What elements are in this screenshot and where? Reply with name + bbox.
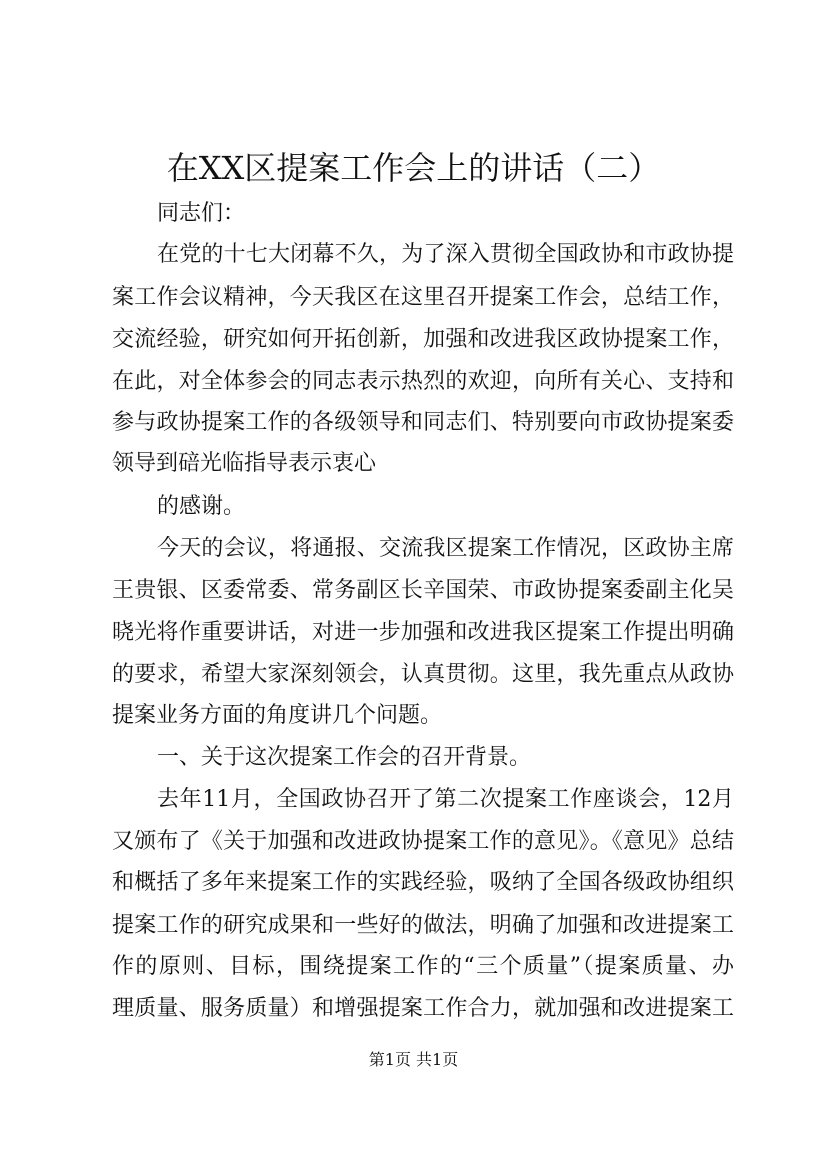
section-heading: 一、关于这次提案工作会的召开背景。 (157, 745, 532, 770)
paragraph-line: 和概括了多年来提案工作的实践经验，吸纳了全国各级政协组织 (112, 870, 734, 895)
paragraph-line: 在党的十七大闭幕不久，为了深入贯彻全国政协和市政协提 (157, 242, 734, 267)
paragraph-line: 案工作会议精神，今天我区在这里召开提案工作会，总结工作， (112, 285, 734, 310)
paragraph-line: 领导到碚光临指导表示衷心 (112, 451, 377, 476)
paragraph-line: 晓光将作重要讲话，对进一步加强和改进我区提案工作提出明确 (112, 620, 734, 645)
paragraph-line: 交流经验，研究如何开拓创新，加强和改进我区政协提案工作， (112, 327, 734, 352)
paragraph-line: 的要求，希望大家深刻领会，认真贯彻。这里，我先重点从政协 (112, 662, 734, 687)
paragraph-line: 理质量、服务质量）和增强提案工作合力，就加强和改进提案工 (112, 996, 734, 1021)
page-number-footer: 第1页 共1页 (368, 1050, 459, 1069)
paragraph-line: 参与政协提案工作的各级领导和同志们、特别要向市政协提案委 (112, 410, 734, 435)
paragraph-line: 提案工作的研究成果和一些好的做法，明确了加强和改进提案工 (112, 913, 734, 938)
paragraph-line: 的感谢。 (157, 494, 246, 519)
paragraph-line: 提案业务方面的角度讲几个问题。 (112, 703, 443, 728)
document-title: 在XX区提案工作会上的讲话（二） (166, 149, 661, 187)
paragraph-line: 王贵银、区委常委、常务副区长辛国荣、市政协提案委副主化吴 (112, 578, 734, 603)
paragraph-line: 又颁布了《关于加强和改进政协提案工作的意见》。《意见》总结 (112, 829, 734, 854)
paragraph-line: 去年11月，全国政协召开了第二次提案工作座谈会，12月 (157, 787, 734, 812)
salutation: 同志们： (157, 201, 246, 226)
paragraph-line: 今天的会议，将通报、交流我区提案工作情况，区政协主席 (157, 536, 734, 561)
paragraph-line: 在此，对全体参会的同志表示热烈的欢迎，向所有关心、支持和 (112, 369, 734, 394)
paragraph-line: 作的原则、目标，围绕提案工作的“三个质量”（提案质量、办 (112, 954, 734, 979)
